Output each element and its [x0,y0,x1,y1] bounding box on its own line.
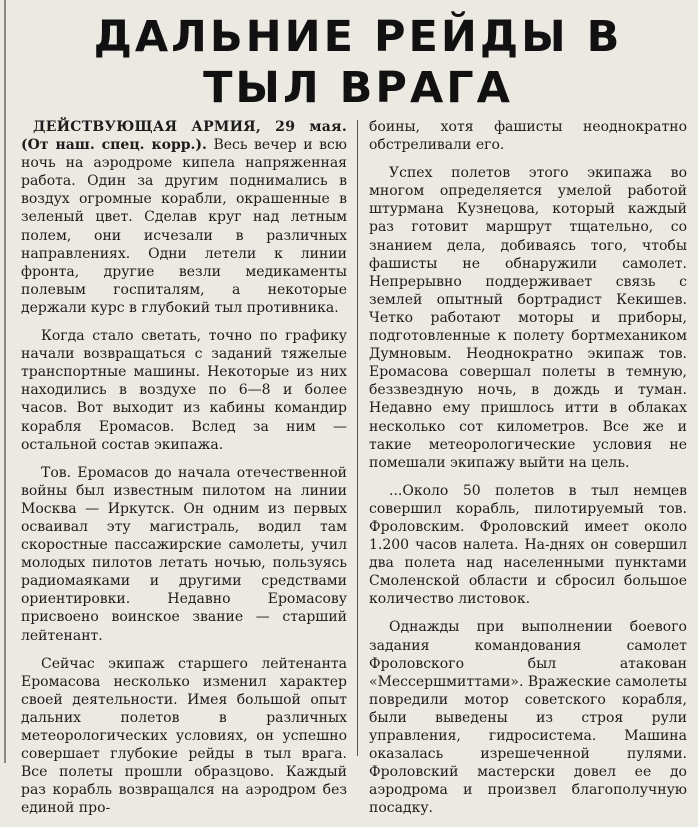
byline: (От наш. спец. корр.). [21,137,207,154]
headline-line-2: ТЫЛ ВРАГА [203,63,513,113]
paragraph: Однажды при выполнении боевого задания командования самолет Фроловского был атакован «Мессершмиттами». Вражеские самолеты повредили мотор советского корабля, были выведены из строя рули управления, гидросистема. Машина оказалась изрешеченной пулями. Фроловский мастерски довел ее до аэродрома и произвел благополучную посадку. [369,619,687,817]
paragraph: Тов. Еромасов до начала отечественной войны был известным пилотом на линии Москва — Иркутск. Он одним из первых осваивал эту магистраль, водил там скоростные пассажирские самолеты, учил молодых пилотов летать ночью, пользуясь радиомаяками и другими средствами ориентировки. Недавно Еромасову присвоено воинское звание — старший лейтенант. [21,464,347,644]
lead-paragraph [21,118,347,317]
right-column [369,118,687,827]
paragraph-text: Весь вечер и всю ночь на аэродроме кипела напряженная работа. Один за другим поднимались в воздух огромные корабли, окрашенные в зеленый цвет. Сделав круг над летным полем, они исчезали в различных направлениях. Одни летели к линии фронта, другие везли медикаменты полевым госпиталям, а некоторые держали курс в глубокий тыл противника. [21,137,347,316]
dateline: ДЕЙСТВУЮЩАЯ АРМИЯ, 29 мая. [33,119,347,135]
paragraph: Когда стало светать, точно по графику начали возвращаться с заданий тяжелые транспортные машины. Некоторые из них находились в воздухе по 6—8 и более часов. Вот выходит из кабины командир корабля Еромасов. Вслед за ним — остальной состав экипажа. [21,328,347,453]
paragraph-continued: боины, хотя фашисты неоднократно обстреливали его. [369,119,687,154]
headline-line-1: ДАЛЬНИЕ РЕЙДЫ В [93,12,623,62]
page-edge-rule [4,0,6,763]
paragraph: Успех полетов этого экипажа во многом определяется умелой работой штурмана Кузнецова, который каждый раз готовит маршрут тщательно, со знанием дела, добиваясь того, чтобы фашисты не обнаружили самолет. Непрерывно поддерживает связь с землей опытный бортрадист Кекишев. Четко работают моторы и приборы, подготовленные к полету бортмехаником Думновым. Неоднократно экипаж тов. Еромасова совершал полеты в темную, беззвездную ночь, в дождь и туман. Недавно ему пришлось итти в облаках несколько сот километров. Все же и такие метеорологические условия не помешали экипажу выйти на цель. [369,165,687,471]
paragraph: ...Около 50 полетов в тыл немцев совершил корабль, пилотируемый тов. Фроловским. Фроловский имеет около 1.200 часов налета. На-днях он совершил два полета над населенными пунктами Смоленской области и сбросил большое количество листовок. [369,482,687,608]
left-column [21,118,347,827]
paragraph: Сейчас экипаж старшего лейтенанта Еромасова несколько изменил характер своей деятельности. Имея большой опыт дальних полетов в различных метеорологических условиях, он успешно совершает глубокие рейды в тыл врага. Все полеты прошли образцово. Каждый раз корабль возвращался на аэродром без единой про- [21,655,347,817]
headline [20,12,696,114]
column-divider [357,120,358,756]
